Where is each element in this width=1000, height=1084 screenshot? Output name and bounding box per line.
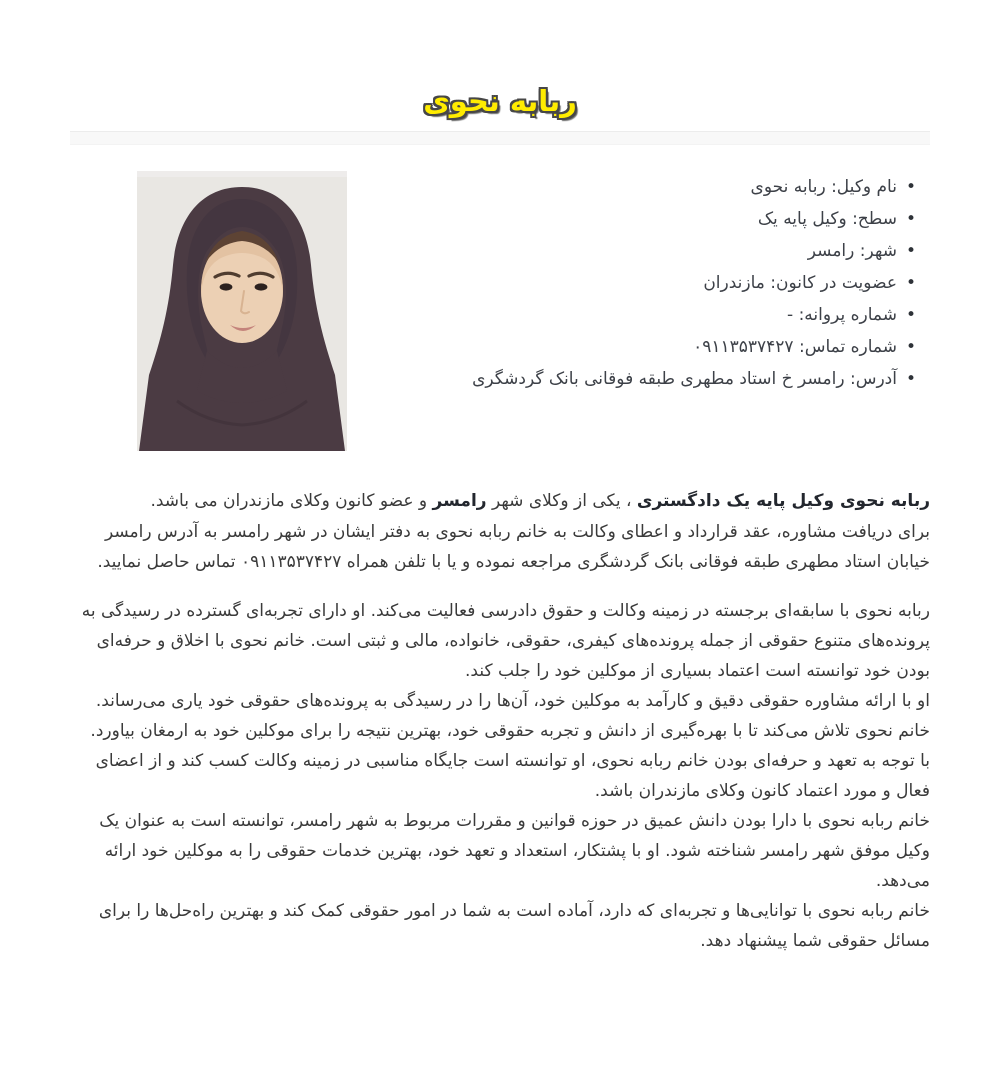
bio-intro-paragraph [70,485,930,517]
bio-paragraph: با توجه به تعهد و حرفه‌ای بودن خانم ربابه نحوی، او توانسته است جایگاه مناسبی در زمینه وکالت کسب کند و از اعضای فعال و مورد اعتماد کانون وکلای مازندران باشد. [95,751,930,801]
page-title: ربابه نحوی [423,84,577,118]
profile-detail-item: • شهر: رامسر [370,235,916,267]
profile-detail-item: • سطح: وکیل پایه یک [370,203,916,235]
profile-detail-item: • نام وکیل: ربابه نحوی [370,171,916,203]
lawyer-portrait-photo [137,171,347,451]
bio-intro-text: و عضو کانون وکلای مازندران می باشد. [150,491,433,511]
bio-paragraph: برای دریافت مشاوره، عقد قرارداد و اعطای وکالت به خانم ربابه نحوی به دفتر ایشان در شهر رامسر به آدرس رامسر خیابان استاد مطهری طبقه فوقانی بانک گردشگری مراجعه نموده و یا با تلفن همراه ۰۹۱۱۳۵۳۷۴۲۷ تماس حاصل نمایید. [97,522,930,572]
profile-detail-item: • آدرس: رامسر خ استاد مطهری طبقه فوقانی بانک گردشگری [370,363,916,395]
bio-paragraph: خانم ربابه نحوی با دارا بودن دانش عمیق در حوزه قوانین و مقررات مربوط به شهر رامسر، توانسته است به عنوان یک وکیل موفق شهر رامسر شناخته شود. او با پشتکار، استعداد و تعهد خود، بهترین خدمات حقوقی را به موکلین خود ارائه می‌دهد. [99,811,930,891]
bio-paragraph: خانم ربابه نحوی با توانایی‌ها و تجربه‌ای که دارد، آماده است به شما در امور حقوقی کمک کند و بهترین راه‌حل‌ها را برای مسائل حقوقی شما پیشنهاد دهد. [98,901,930,951]
bio-section [70,485,930,956]
profile-detail-item: • شماره تماس: ۰۹۱۱۳۵۳۷۴۲۷ [370,331,916,363]
bio-intro-bold-text: ربابه نحوی وکیل پایه یک دادگستری [636,491,930,511]
bio-intro-text: ، یکی از وکلای شهر [486,491,637,511]
section-divider [70,131,930,145]
bio-intro-bold-text: رامسر [432,491,487,511]
profile-section [70,171,930,463]
lawyer-profile-page [0,84,1000,1084]
profile-detail-item: • شماره پروانه: - [370,299,916,331]
bio-paragraph: ربابه نحوی با سابقه‌ای برجسته در زمینه وکالت و حقوق دادرسی فعالیت می‌کند. او دارای تجربه‌ای گسترده در رسیدگی به پرونده‌های متنوع حقوقی از جمله پرونده‌های کیفری، حقوقی، خانواده، مالی و ثبتی است. خانم نحوی با اخلاق و حرفه‌ای بودن خود توانسته است اعتماد بسیاری از موکلین خود را جلب کند. [81,601,930,681]
profile-detail-item: • عضویت در کانون: مازندران [370,267,916,299]
bio-paragraph: او با ارائه مشاوره حقوقی دقیق و کارآمد به موکلین خود، آن‌ها را در رسیدگی به پرونده‌های حقوقی خود یاری می‌رساند. خانم نحوی تلاش می‌کند تا با بهره‌گیری از دانش و تجربه حقوقی خود، بهترین نتیجه را برای موکلین خود به ارمغان بیاورد. [90,691,930,741]
portrait-illustration [137,171,347,451]
